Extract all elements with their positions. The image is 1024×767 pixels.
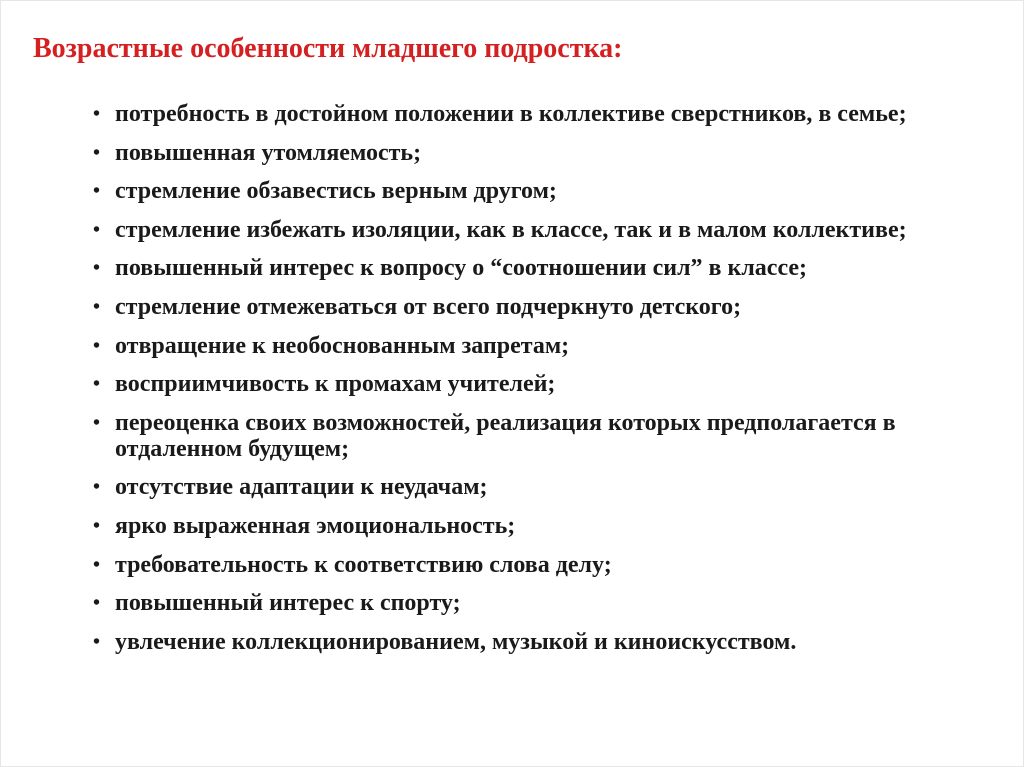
list-item-text: требовательность к соответствию слова делу; bbox=[115, 551, 612, 578]
bullet-icon: • bbox=[93, 411, 101, 434]
list-item bbox=[93, 629, 973, 655]
list-item-text: стремление избежать изоляции, как в классе, так и в малом коллективе; bbox=[115, 216, 907, 243]
list-item bbox=[93, 513, 973, 539]
list-item bbox=[93, 217, 973, 243]
bullet-icon: • bbox=[93, 295, 101, 318]
list-item-text: стремление обзавестись верным другом; bbox=[115, 178, 557, 205]
list-item-text: повышенный интерес к спорту; bbox=[115, 590, 461, 617]
bullet-icon: • bbox=[93, 218, 101, 241]
bullet-list bbox=[93, 101, 973, 667]
list-item bbox=[93, 178, 973, 204]
bullet-icon: • bbox=[93, 103, 101, 125]
list-item bbox=[93, 552, 973, 578]
list-item-text: повышенная утомляемость; bbox=[115, 139, 422, 166]
list-item-text: увлечение коллекционированием, музыкой и киноискусством. bbox=[115, 628, 797, 655]
list-item-text: ярко выраженная эмоциональность; bbox=[115, 512, 516, 539]
list-item-text: повышенный интерес к вопросу о “соотношении сил” в классе; bbox=[115, 255, 808, 282]
list-item bbox=[93, 140, 973, 166]
bullet-icon: • bbox=[93, 373, 101, 396]
bullet-icon: • bbox=[93, 334, 101, 357]
list-item bbox=[93, 371, 973, 397]
bullet-icon: • bbox=[93, 630, 101, 653]
bullet-icon: • bbox=[93, 180, 101, 203]
slide-title: Возрастные особенности младшего подростка: bbox=[33, 33, 623, 64]
list-item-text: отсутствие адаптации к неудачам; bbox=[115, 474, 488, 501]
bullet-icon: • bbox=[93, 476, 101, 499]
bullet-icon: • bbox=[93, 141, 101, 164]
list-item-text: стремление отмежеваться от всего подчеркнуто детского; bbox=[115, 293, 742, 320]
list-item bbox=[93, 294, 973, 320]
list-item bbox=[93, 474, 973, 500]
bullet-icon: • bbox=[93, 592, 101, 615]
list-item bbox=[93, 101, 973, 127]
list-item-text: потребность в достойном положении в коллективе сверстников, в семье; bbox=[115, 101, 907, 127]
bullet-icon: • bbox=[93, 553, 101, 576]
list-item-text: восприимчивость к промахам учителей; bbox=[115, 371, 556, 398]
list-item bbox=[93, 410, 973, 462]
list-item-text: отвращение к необоснованным запретам; bbox=[115, 332, 570, 359]
list-item bbox=[93, 255, 973, 281]
list-item bbox=[93, 333, 973, 359]
bullet-icon: • bbox=[93, 257, 101, 280]
bullet-icon: • bbox=[93, 514, 101, 537]
list-item-text: переоценка своих возможностей, реализация которых предполагается в отдаленном будущем; bbox=[115, 409, 896, 462]
list-item bbox=[93, 590, 973, 616]
